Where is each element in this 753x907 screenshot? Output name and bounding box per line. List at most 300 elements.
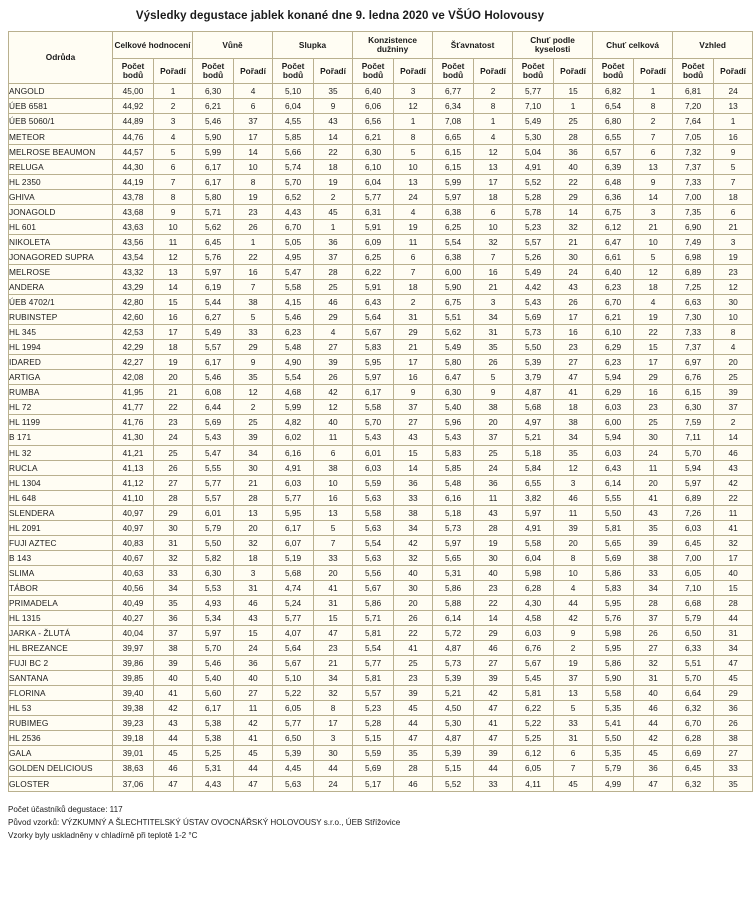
cell-rank: 18 [394,279,433,294]
cell-rank: 13 [394,174,433,189]
cell-rank: 12 [714,279,753,294]
cell-points: 5,95 [593,595,634,610]
cell-rank: 29 [474,626,513,641]
cell-rank: 1 [554,99,593,114]
cell-rank: 37 [394,400,433,415]
cell-rank: 20 [714,355,753,370]
cell-points: 6,30 [673,400,714,415]
cell-rank: 32 [714,535,753,550]
cell-rank: 38 [314,460,353,475]
cell-points: 7,37 [673,340,714,355]
cell-rank: 7 [474,249,513,264]
table-row [9,189,753,204]
cell-points: 5,91 [353,219,394,234]
cell-rank: 27 [154,475,193,490]
cell-rank: 39 [634,535,673,550]
cell-variety-name: PRIMADELA [9,595,113,610]
cell-rank: 16 [154,310,193,325]
cell-rank: 6 [714,204,753,219]
table-row [9,84,753,99]
cell-points: 5,99 [433,174,474,189]
cell-rank: 44 [234,761,273,776]
cell-rank: 18 [154,340,193,355]
cell-points: 6,07 [273,535,314,550]
cell-points: 7,05 [673,129,714,144]
cell-points: 5,85 [273,129,314,144]
cell-rank: 22 [314,144,353,159]
cell-points: 3,79 [513,370,554,385]
cell-points: 4,43 [193,776,234,791]
cell-variety-name: FUJI BC 2 [9,656,113,671]
cell-rank: 38 [234,295,273,310]
cell-points: 43,29 [113,279,154,294]
cell-points: 5,60 [193,686,234,701]
cell-points: 5,57 [193,340,234,355]
cell-points: 5,95 [273,505,314,520]
footer-notes [8,792,672,843]
subheader-points: Počet bodů [433,59,474,84]
cell-rank: 17 [714,550,753,565]
cell-rank: 27 [554,355,593,370]
cell-rank: 12 [634,264,673,279]
cell-variety-name: JARKA - ŽLUTÁ [9,626,113,641]
table-row [9,475,753,490]
cell-rank: 31 [634,671,673,686]
cell-points: 5,54 [273,370,314,385]
cell-points: 5,47 [273,264,314,279]
cell-rank: 6 [554,746,593,761]
cell-rank: 33 [234,325,273,340]
cell-rank: 39 [154,656,193,671]
cell-points: 7,30 [673,310,714,325]
cell-rank: 26 [394,611,433,626]
cell-rank: 26 [554,295,593,310]
table-row [9,415,753,430]
cell-variety-name: HL 1315 [9,611,113,626]
cell-points: 6,32 [673,776,714,791]
cell-rank: 26 [314,370,353,385]
cell-points: 5,98 [513,565,554,580]
cell-rank: 47 [554,370,593,385]
cell-rank: 7 [234,279,273,294]
cell-points: 6,14 [593,475,634,490]
cell-rank: 18 [474,189,513,204]
cell-points: 6,48 [593,174,634,189]
cell-points: 5,69 [193,415,234,430]
cell-points: 5,43 [433,430,474,445]
cell-points: 5,18 [513,445,554,460]
table-row [9,159,753,174]
cell-rank: 39 [394,686,433,701]
cell-rank: 22 [394,626,433,641]
cell-rank: 3 [314,731,353,746]
cell-points: 5,51 [433,310,474,325]
cell-rank: 29 [154,505,193,520]
cell-variety-name: GLOSTER [9,776,113,791]
cell-variety-name: MELROSE [9,264,113,279]
cell-rank: 12 [234,385,273,400]
cell-rank: 22 [714,490,753,505]
cell-points: 5,45 [513,671,554,686]
cell-points: 6,01 [193,505,234,520]
cell-points: 7,20 [673,99,714,114]
cell-rank: 41 [714,520,753,535]
cell-rank: 17 [634,355,673,370]
cell-points: 5,57 [193,490,234,505]
cell-variety-name: HL BREZANCE [9,641,113,656]
cell-rank: 41 [554,385,593,400]
table-row [9,776,753,791]
cell-points: 6,40 [353,84,394,99]
cell-rank: 33 [634,565,673,580]
cell-points: 5,94 [593,370,634,385]
cell-rank: 32 [554,219,593,234]
cell-rank: 45 [394,701,433,716]
cell-points: 5,67 [353,325,394,340]
cell-variety-name: METEOR [9,129,113,144]
cell-rank: 42 [474,686,513,701]
cell-rank: 46 [714,445,753,460]
cell-points: 5,50 [593,505,634,520]
table-row [9,400,753,415]
cell-points: 6,16 [273,445,314,460]
cell-rank: 7 [554,761,593,776]
cell-points: 5,50 [593,731,634,746]
cell-points: 43,63 [113,219,154,234]
cell-points: 5,79 [673,611,714,626]
cell-rank: 17 [234,129,273,144]
cell-points: 6,22 [513,701,554,716]
cell-rank: 18 [554,400,593,415]
cell-rank: 47 [394,731,433,746]
cell-variety-name: TÁBOR [9,580,113,595]
cell-rank: 42 [234,716,273,731]
cell-points: 5,31 [193,761,234,776]
cell-rank: 40 [474,565,513,580]
cell-points: 6,55 [593,129,634,144]
cell-points: 5,18 [433,505,474,520]
cell-rank: 25 [554,114,593,129]
cell-points: 5,10 [273,671,314,686]
cell-rank: 24 [554,264,593,279]
cell-points: 5,81 [593,520,634,535]
cell-rank: 11 [634,460,673,475]
table-row [9,671,753,686]
cell-points: 5,83 [353,340,394,355]
cell-rank: 43 [154,716,193,731]
cell-points: 5,48 [433,475,474,490]
cell-rank: 46 [394,776,433,791]
cell-variety-name: B 143 [9,550,113,565]
cell-points: 5,58 [593,686,634,701]
cell-rank: 28 [554,129,593,144]
cell-points: 3,82 [513,490,554,505]
cell-rank: 4 [234,84,273,99]
table-row [9,430,753,445]
cell-rank: 32 [314,686,353,701]
cell-points: 5,26 [513,249,554,264]
cell-rank: 33 [394,490,433,505]
cell-rank: 41 [634,490,673,505]
cell-points: 5,73 [433,656,474,671]
cell-points: 6,39 [593,159,634,174]
cell-variety-name: GHIVA [9,189,113,204]
cell-rank: 15 [394,445,433,460]
cell-points: 5,77 [513,84,554,99]
cell-rank: 37 [314,249,353,264]
cell-rank: 17 [314,716,353,731]
cell-rank: 36 [474,475,513,490]
cell-rank: 47 [234,776,273,791]
cell-points: 6,70 [673,716,714,731]
cell-rank: 36 [634,761,673,776]
cell-points: 6,02 [273,430,314,445]
cell-points: 5,71 [193,204,234,219]
cell-rank: 4 [714,340,753,355]
cell-rank: 25 [154,445,193,460]
subheader-points: Počet bodů [353,59,394,84]
cell-points: 44,92 [113,99,154,114]
cell-rank: 14 [234,144,273,159]
cell-points: 41,30 [113,430,154,445]
cell-variety-name: IDARED [9,355,113,370]
cell-points: 5,39 [433,746,474,761]
cell-rank: 19 [394,219,433,234]
cell-points: 6,64 [673,686,714,701]
cell-rank: 38 [154,641,193,656]
cell-rank: 15 [234,626,273,641]
cell-rank: 46 [554,490,593,505]
cell-rank: 1 [314,219,353,234]
cell-rank: 6 [234,99,273,114]
cell-points: 5,63 [353,490,394,505]
cell-rank: 11 [154,234,193,249]
table-row [9,716,753,731]
cell-rank: 4 [394,204,433,219]
table-row [9,656,753,671]
cell-rank: 3 [154,114,193,129]
cell-rank: 26 [474,355,513,370]
cell-points: 6,75 [593,204,634,219]
table-row [9,686,753,701]
cell-points: 6,38 [433,204,474,219]
table-row [9,264,753,279]
cell-rank: 44 [634,716,673,731]
cell-rank: 42 [554,611,593,626]
cell-points: 5,62 [433,325,474,340]
cell-variety-name: HL 2091 [9,520,113,535]
cell-rank: 9 [234,355,273,370]
cell-rank: 41 [234,731,273,746]
column-group-overall: Celkové hodnocení [113,32,193,59]
cell-points: 5,40 [193,671,234,686]
table-row [9,761,753,776]
cell-points: 6,09 [353,234,394,249]
cell-rank: 36 [154,611,193,626]
cell-rank: 8 [394,129,433,144]
cell-points: 6,70 [273,219,314,234]
cell-rank: 7 [634,129,673,144]
cell-rank: 42 [314,385,353,400]
cell-points: 7,64 [673,114,714,129]
cell-rank: 8 [154,189,193,204]
cell-rank: 2 [234,400,273,415]
cell-points: 5,28 [513,189,554,204]
cell-rank: 20 [314,565,353,580]
cell-rank: 47 [634,776,673,791]
cell-rank: 34 [714,641,753,656]
cell-points: 5,63 [353,520,394,535]
cell-rank: 37 [154,626,193,641]
cell-points: 5,85 [433,460,474,475]
cell-rank: 45 [634,746,673,761]
cell-rank: 27 [474,656,513,671]
cell-rank: 19 [314,174,353,189]
cell-points: 7,32 [673,144,714,159]
cell-rank: 19 [474,535,513,550]
table-row [9,385,753,400]
cell-rank: 28 [714,595,753,610]
cell-rank: 8 [474,99,513,114]
cell-points: 5,15 [353,731,394,746]
cell-points: 5,82 [193,550,234,565]
cell-rank: 25 [394,656,433,671]
subheader-rank: Pořadí [234,59,273,84]
cell-points: 4,50 [433,701,474,716]
cell-rank: 34 [474,310,513,325]
cell-points: 5,39 [433,671,474,686]
cell-points: 5,83 [593,580,634,595]
cell-rank: 20 [474,415,513,430]
cell-points: 5,90 [433,279,474,294]
cell-rank: 15 [314,611,353,626]
cell-points: 5,34 [193,611,234,626]
subheader-points: Počet bodů [193,59,234,84]
cell-points: 6,03 [593,400,634,415]
cell-points: 44,57 [113,144,154,159]
cell-points: 5,77 [273,611,314,626]
cell-points: 6,05 [273,701,314,716]
cell-rank: 32 [154,550,193,565]
table-row [9,204,753,219]
cell-points: 6,23 [273,325,314,340]
cell-rank: 11 [554,505,593,520]
cell-points: 6,69 [673,746,714,761]
cell-rank: 21 [474,279,513,294]
cell-points: 5,49 [193,325,234,340]
cell-points: 6,82 [593,84,634,99]
cell-variety-name: ARTIGA [9,370,113,385]
cell-points: 5,54 [353,641,394,656]
cell-rank: 1 [474,114,513,129]
cell-points: 5,24 [273,595,314,610]
cell-points: 41,12 [113,475,154,490]
cell-rank: 31 [474,325,513,340]
cell-rank: 3 [234,565,273,580]
cell-rank: 6 [394,249,433,264]
cell-rank: 37 [474,430,513,445]
column-group-appearance: Vzhled [673,32,753,59]
cell-rank: 4 [314,325,353,340]
cell-points: 6,43 [593,460,634,475]
column-group-overall-taste: Chuť celková [593,32,673,59]
cell-rank: 38 [554,415,593,430]
cell-rank: 40 [154,671,193,686]
cell-rank: 8 [634,99,673,114]
cell-points: 6,08 [193,385,234,400]
cell-points: 5,21 [513,430,554,445]
cell-points: 39,97 [113,641,154,656]
cell-points: 5,68 [513,400,554,415]
cell-variety-name: ANGOLD [9,84,113,99]
cell-rank: 40 [714,565,753,580]
footer-note-storage: Vzorky byly uskladněny v chladírně při teplotě 1-2 °C [8,831,198,841]
footer-note-participants: Počet účastníků degustace: 117 [8,804,123,814]
cell-variety-name: JONAGOLD [9,204,113,219]
cell-variety-name: ANDERA [9,279,113,294]
column-group-skin: Slupka [273,32,353,59]
cell-points: 40,97 [113,505,154,520]
table-row [9,460,753,475]
cell-rank: 43 [314,114,353,129]
cell-rank: 27 [394,415,433,430]
cell-rank: 30 [714,295,753,310]
column-group-flesh-consistency: Konzistence dužniny [353,32,433,59]
cell-points: 5,63 [353,550,394,565]
cell-rank: 10 [634,234,673,249]
cell-rank: 38 [394,505,433,520]
cell-rank: 33 [154,565,193,580]
cell-rank: 2 [474,84,513,99]
footer-note-origin: Původ vzorků: VÝZKUMNÝ A ŠLECHTITELSKÝ ÚSTAV OVOCNÁŘSKÝ HOLOVOUSY s.r.o., ÚEB Střížovice [8,817,401,827]
cell-points: 5,46 [193,114,234,129]
cell-points: 5,23 [353,701,394,716]
cell-rank: 29 [714,686,753,701]
cell-points: 40,04 [113,626,154,641]
cell-rank: 7 [154,174,193,189]
cell-variety-name: ÚEB 4702/1 [9,295,113,310]
cell-rank: 16 [474,264,513,279]
cell-rank: 24 [634,445,673,460]
cell-points: 6,14 [433,611,474,626]
cell-points: 5,64 [353,310,394,325]
cell-points: 5,38 [193,731,234,746]
cell-rank: 31 [394,310,433,325]
cell-rank: 30 [634,430,673,445]
cell-points: 5,97 [433,535,474,550]
cell-rank: 30 [554,249,593,264]
cell-rank: 22 [554,174,593,189]
cell-points: 4,82 [273,415,314,430]
subheader-rank: Pořadí [714,59,753,84]
cell-rank: 13 [554,686,593,701]
cell-rank: 14 [394,460,433,475]
cell-rank: 15 [154,295,193,310]
cell-points: 6,63 [673,295,714,310]
table-row [9,99,753,114]
cell-rank: 29 [554,189,593,204]
cell-points: 5,78 [513,204,554,219]
cell-rank: 30 [394,580,433,595]
cell-points: 5,97 [513,505,554,520]
cell-points: 6,17 [273,520,314,535]
cell-points: 5,52 [513,174,554,189]
cell-rank: 31 [154,535,193,550]
table-row [9,310,753,325]
cell-points: 6,97 [673,355,714,370]
cell-variety-name: JONAGORED SUPRA [9,249,113,264]
cell-points: 5,28 [353,716,394,731]
